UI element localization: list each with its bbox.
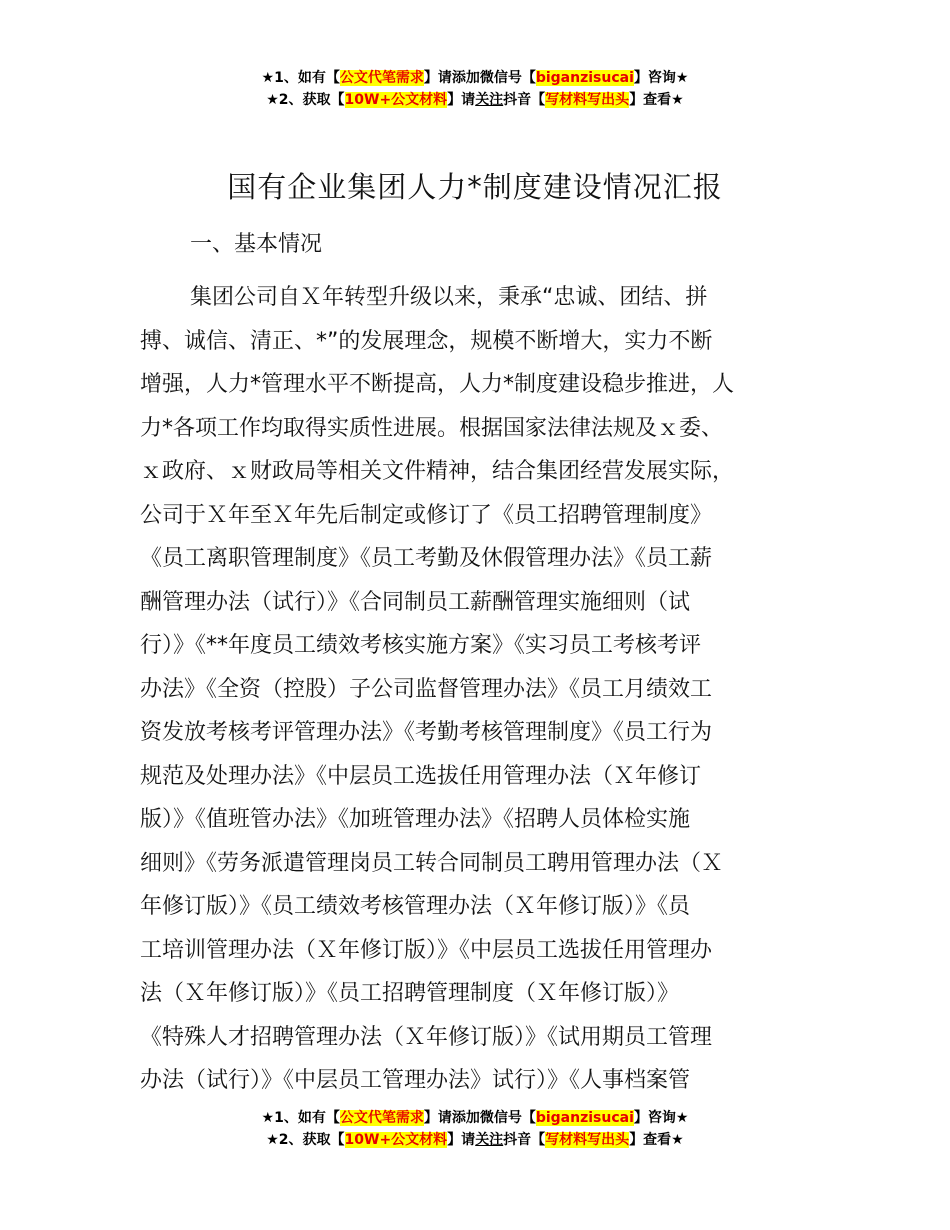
document-title: 国有企业集团人力*制度建设情况汇报: [227, 170, 723, 204]
banner-highlight: 10W+公文材料: [344, 1132, 448, 1148]
banner-text: 】咨询★: [633, 70, 689, 86]
body-line: 《员工离职管理制度》《员工考勤及休假管理办法》《员工薪: [140, 546, 713, 571]
body-line: ｘ政府、ｘ财政局等相关文件精神，结合集团经营发展实际，: [140, 459, 735, 484]
banner-emphasis: 添加: [451, 70, 480, 86]
banner-text: 微信号【: [479, 70, 536, 86]
body-line: 法（Ｘ年修订版）》《员工招聘管理制度（Ｘ年修订版）》: [140, 981, 680, 1006]
banner-line-2: [0, 1129, 950, 1151]
body-paragraph: [140, 276, 830, 1103]
body-line: 集团公司自Ｘ年转型升级以来，秉承“忠诚、团结、拼: [190, 285, 708, 310]
banner-line-2: [0, 89, 950, 111]
body-line: 版）》《值班管办法》《加班管理办法》《招聘人员体检实施: [140, 807, 691, 832]
header-banner: [0, 67, 950, 111]
banner-emphasis: 关注: [475, 92, 504, 108]
footer-banner: [0, 1107, 950, 1151]
banner-highlight: biganzisucai: [535, 1110, 634, 1126]
body-line: 力*各项工作均取得实质性进展。根据国家法律法规及ｘ委、: [140, 415, 724, 441]
banner-text: ★2、获取【: [266, 92, 345, 108]
banner-emphasis: 关注: [475, 1132, 504, 1148]
banner-text: 】请: [423, 1110, 452, 1126]
banner-text: 】查看★: [629, 1132, 684, 1148]
banner-highlight: 写材料写出头: [545, 1132, 630, 1148]
body-line: 细则》《劳务派遣管理岗员工转合同制员工聘用管理办法（Ｘ: [140, 850, 724, 876]
body-line: 酬管理办法（试行）》《合同制员工薪酬管理实施细则（试: [140, 589, 691, 615]
banner-text: 抖音【: [503, 92, 546, 108]
body-line: 规范及处理办法》《中层员工选拔任用管理办法（Ｘ年修订: [140, 763, 702, 789]
banner-text: ★1、如有【: [261, 70, 340, 86]
section-heading: 一、基本情况: [190, 232, 323, 257]
body-line: 办法（试行）》《中层员工管理办法》试行）》《人事档案管: [140, 1068, 691, 1093]
body-line: 办法》《全资（控股）子公司监督管理办法》《员工月绩效工: [140, 676, 713, 702]
banner-highlight: 公文代笔需求: [339, 70, 424, 86]
banner-highlight: 10W+公文材料: [344, 92, 448, 108]
body-line: 工培训管理办法（Ｘ年修订版）》《中层员工选拔任用管理办: [140, 937, 713, 963]
banner-text: 抖音【: [503, 1132, 546, 1148]
body-line: 《特殊人才招聘管理办法（Ｘ年修订版）》《试用期员工管理: [140, 1024, 713, 1050]
body-line: 行）》《**年度员工绩效考核实施方案》《实习员工考核考评: [140, 633, 702, 658]
banner-text: 】咨询★: [633, 1110, 689, 1126]
banner-text: ★1、如有【: [261, 1110, 340, 1126]
banner-text: 】查看★: [629, 92, 684, 108]
body-line: 公司于Ｘ年至Ｘ年先后制定或修订了《员工招聘管理制度》: [140, 502, 713, 528]
banner-text: ★2、获取【: [266, 1132, 345, 1148]
banner-text: 】请: [447, 92, 476, 108]
body-line: 年修订版）》《员工绩效考核管理办法（Ｘ年修订版）》《员: [140, 894, 691, 919]
banner-highlight: 写材料写出头: [545, 92, 630, 108]
banner-text: 】请: [447, 1132, 476, 1148]
banner-text: 微信号【: [479, 1110, 536, 1126]
banner-highlight: 公文代笔需求: [339, 1110, 424, 1126]
banner-line-1: [0, 67, 950, 89]
banner-emphasis: 添加: [451, 1110, 480, 1126]
banner-line-1: [0, 1107, 950, 1129]
banner-highlight: biganzisucai: [535, 70, 634, 86]
body-line: 搏、诚信、清正、*”的发展理念，规模不断增大，实力不断: [140, 328, 713, 354]
body-line: 资发放考核考评管理办法》《考勤考核管理制度》《员工行为: [140, 720, 713, 745]
body-line: 增强，人力*管理水平不断提高，人力*制度建设稳步推进，人: [140, 372, 735, 397]
banner-text: 】请: [423, 70, 452, 86]
